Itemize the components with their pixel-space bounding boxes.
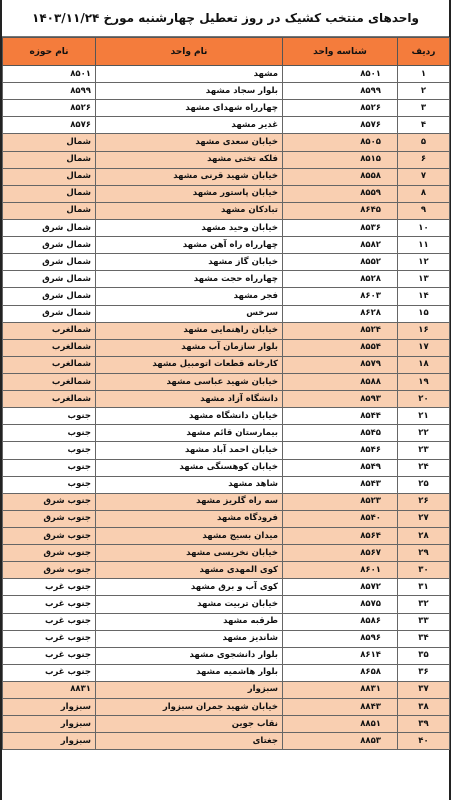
table-row — [3, 66, 450, 83]
row-index-cell: ۲۰ — [398, 391, 450, 408]
table-row — [3, 83, 450, 100]
unit-name-cell: خیابان سعدی مشهد — [96, 134, 283, 151]
zone-name-cell: شمال شرق — [3, 219, 96, 236]
unit-code-cell: ۸۵۲۴ — [283, 322, 398, 339]
table-row — [3, 391, 450, 408]
zone-name-cell: جنوب غرب — [3, 596, 96, 613]
zone-name-cell: ۸۵۷۶ — [3, 117, 96, 134]
unit-code-cell: ۸۶۵۸ — [283, 664, 398, 681]
row-index-cell: ۳۶ — [398, 664, 450, 681]
zone-name-cell: شمالغرب — [3, 391, 96, 408]
row-index-cell: ۲۵ — [398, 476, 450, 493]
row-index-cell: ۳۱ — [398, 579, 450, 596]
unit-name-cell: فرودگاه مشهد — [96, 510, 283, 527]
unit-name-cell: چهارراه حجت مشهد — [96, 271, 283, 288]
zone-name-cell: جنوب شرق — [3, 527, 96, 544]
unit-code-cell: ۸۵۸۸ — [283, 373, 398, 390]
zone-name-cell: شمال — [3, 202, 96, 219]
row-index-cell: ۱۹ — [398, 373, 450, 390]
row-index-cell: ۲۸ — [398, 527, 450, 544]
table-row — [3, 339, 450, 356]
row-index-cell: ۱۸ — [398, 356, 450, 373]
table-row — [3, 373, 450, 390]
unit-code-cell: ۸۵۲۳ — [283, 493, 398, 510]
row-index-cell: ۳۴ — [398, 630, 450, 647]
unit-name-cell: فجر مشهد — [96, 288, 283, 305]
row-index-cell: ۱۶ — [398, 322, 450, 339]
zone-name-cell: شمال — [3, 134, 96, 151]
unit-name-cell: خیابان پاستور مشهد — [96, 185, 283, 202]
unit-name-cell: جغتای — [96, 733, 283, 750]
table-row — [3, 613, 450, 630]
unit-name-cell: خیابان کوهسنگی مشهد — [96, 459, 283, 476]
unit-name-cell: میدان بسیج مشهد — [96, 527, 283, 544]
unit-name-cell: خیابان وحید مشهد — [96, 219, 283, 236]
table-row — [3, 185, 450, 202]
zone-name-cell: سبزوار — [3, 699, 96, 716]
unit-name-cell: تبادکان مشهد — [96, 202, 283, 219]
unit-name-cell: خیابان تربیت مشهد — [96, 596, 283, 613]
page-title: واحدهای منتخب کشیک در روز تعطیل چهارشنبه مورخ ۱۴۰۳/۱۱/۲۴ — [2, 0, 449, 37]
zone-name-cell: جنوب غرب — [3, 664, 96, 681]
table-row — [3, 134, 450, 151]
unit-name-cell: چهارراه شهدای مشهد — [96, 100, 283, 117]
zone-name-cell: شمال شرق — [3, 305, 96, 322]
unit-name-cell: بلوار سازمان آب مشهد — [96, 339, 283, 356]
column-header-index: ردیف — [398, 38, 450, 66]
zone-name-cell: شمال — [3, 185, 96, 202]
table-row — [3, 425, 450, 442]
table-row — [3, 681, 450, 698]
table-row — [3, 271, 450, 288]
table-body — [3, 66, 450, 750]
unit-code-cell: ۸۶۱۴ — [283, 647, 398, 664]
unit-name-cell: دانشگاه آزاد مشهد — [96, 391, 283, 408]
unit-code-cell: ۸۵۳۶ — [283, 219, 398, 236]
row-index-cell: ۳ — [398, 100, 450, 117]
header-row — [3, 38, 450, 66]
zone-name-cell: سبزوار — [3, 716, 96, 733]
row-index-cell: ۱ — [398, 66, 450, 83]
unit-code-cell: ۸۵۱۵ — [283, 151, 398, 168]
unit-name-cell: فلکه تختی مشهد — [96, 151, 283, 168]
zone-name-cell: جنوب — [3, 442, 96, 459]
table-row — [3, 408, 450, 425]
table-row — [3, 322, 450, 339]
unit-code-cell: ۸۵۷۹ — [283, 356, 398, 373]
row-index-cell: ۲۳ — [398, 442, 450, 459]
table-row — [3, 562, 450, 579]
table-row — [3, 305, 450, 322]
unit-code-cell: ۸۵۴۹ — [283, 459, 398, 476]
zone-name-cell: شمال شرق — [3, 237, 96, 254]
table-row — [3, 476, 450, 493]
table-row — [3, 699, 450, 716]
column-header-zone: نام حوزه — [3, 38, 96, 66]
table-row — [3, 733, 450, 750]
column-header-name: نام واحد — [96, 38, 283, 66]
row-index-cell: ۹ — [398, 202, 450, 219]
zone-name-cell: شمال شرق — [3, 254, 96, 271]
row-index-cell: ۳۰ — [398, 562, 450, 579]
row-index-cell: ۲۶ — [398, 493, 450, 510]
unit-name-cell: بلوار سجاد مشهد — [96, 83, 283, 100]
unit-code-cell: ۸۵۰۱ — [283, 66, 398, 83]
unit-code-cell: ۸۵۰۵ — [283, 134, 398, 151]
table-row — [3, 100, 450, 117]
unit-code-cell: ۸۶۲۸ — [283, 305, 398, 322]
unit-name-cell: مشهد — [96, 66, 283, 83]
row-index-cell: ۱۰ — [398, 219, 450, 236]
unit-code-cell: ۸۵۸۲ — [283, 237, 398, 254]
zone-name-cell: ۸۵۰۱ — [3, 66, 96, 83]
table-row — [3, 202, 450, 219]
table-row — [3, 493, 450, 510]
table-row — [3, 151, 450, 168]
zone-name-cell: جنوب شرق — [3, 510, 96, 527]
unit-code-cell: ۸۵۹۳ — [283, 391, 398, 408]
row-index-cell: ۴ — [398, 117, 450, 134]
unit-name-cell: خیابان گاز مشهد — [96, 254, 283, 271]
unit-name-cell: شاهد مشهد — [96, 476, 283, 493]
unit-code-cell: ۸۵۵۹ — [283, 185, 398, 202]
unit-name-cell: طرقبه مشهد — [96, 613, 283, 630]
zone-name-cell: شمال شرق — [3, 271, 96, 288]
table-row — [3, 288, 450, 305]
row-index-cell: ۲۹ — [398, 545, 450, 562]
unit-code-cell: ۸۸۳۱ — [283, 681, 398, 698]
unit-code-cell: ۸۵۴۶ — [283, 442, 398, 459]
table-row — [3, 527, 450, 544]
row-index-cell: ۱۱ — [398, 237, 450, 254]
unit-code-cell: ۸۵۵۴ — [283, 339, 398, 356]
unit-code-cell: ۸۵۹۶ — [283, 630, 398, 647]
unit-name-cell: بلوار هاشمیه مشهد — [96, 664, 283, 681]
unit-code-cell: ۸۸۴۳ — [283, 699, 398, 716]
zone-name-cell: جنوب — [3, 408, 96, 425]
unit-code-cell: ۸۵۵۲ — [283, 254, 398, 271]
row-index-cell: ۱۴ — [398, 288, 450, 305]
table-row — [3, 579, 450, 596]
zone-name-cell: شمالغرب — [3, 322, 96, 339]
zone-name-cell: شمال — [3, 151, 96, 168]
row-index-cell: ۵ — [398, 134, 450, 151]
table-header — [3, 38, 450, 66]
unit-code-cell: ۸۶۰۱ — [283, 562, 398, 579]
unit-code-cell: ۸۶۴۵ — [283, 202, 398, 219]
unit-code-cell: ۸۵۷۵ — [283, 596, 398, 613]
row-index-cell: ۳۳ — [398, 613, 450, 630]
row-index-cell: ۳۷ — [398, 681, 450, 698]
unit-name-cell: کوی آب و برق مشهد — [96, 579, 283, 596]
zone-name-cell: ۸۵۹۹ — [3, 83, 96, 100]
table-row — [3, 664, 450, 681]
unit-name-cell: سبزوار — [96, 681, 283, 698]
zone-name-cell: شمال — [3, 168, 96, 185]
table-row — [3, 237, 450, 254]
units-table — [2, 37, 450, 750]
unit-code-cell: ۸۵۵۸ — [283, 168, 398, 185]
unit-name-cell: خیابان شهید جمران سبزوار — [96, 699, 283, 716]
table-row — [3, 510, 450, 527]
row-index-cell: ۶ — [398, 151, 450, 168]
zone-name-cell: جنوب غرب — [3, 613, 96, 630]
table-row — [3, 630, 450, 647]
row-index-cell: ۲۷ — [398, 510, 450, 527]
row-index-cell: ۲۴ — [398, 459, 450, 476]
table-row — [3, 254, 450, 271]
row-index-cell: ۱۵ — [398, 305, 450, 322]
unit-name-cell: خیابان شهید عباسی مشهد — [96, 373, 283, 390]
unit-code-cell: ۸۵۹۹ — [283, 83, 398, 100]
unit-code-cell: ۸۵۴۴ — [283, 408, 398, 425]
zone-name-cell: سبزوار — [3, 733, 96, 750]
table-row — [3, 545, 450, 562]
unit-code-cell: ۸۵۷۲ — [283, 579, 398, 596]
table-row — [3, 356, 450, 373]
unit-name-cell: خیابان راهنمایی مشهد — [96, 322, 283, 339]
zone-name-cell: شمال شرق — [3, 288, 96, 305]
row-index-cell: ۳۲ — [398, 596, 450, 613]
unit-name-cell: خیابان نخریسی مشهد — [96, 545, 283, 562]
zone-name-cell: جنوب غرب — [3, 630, 96, 647]
zone-name-cell: جنوب — [3, 459, 96, 476]
unit-code-cell: ۸۵۴۵ — [283, 425, 398, 442]
zone-name-cell: جنوب غرب — [3, 647, 96, 664]
row-index-cell: ۲۲ — [398, 425, 450, 442]
row-index-cell: ۲ — [398, 83, 450, 100]
unit-name-cell: سرخس — [96, 305, 283, 322]
unit-name-cell: شاندیز مشهد — [96, 630, 283, 647]
row-index-cell: ۳۵ — [398, 647, 450, 664]
row-index-cell: ۱۷ — [398, 339, 450, 356]
zone-name-cell: شمالغرب — [3, 373, 96, 390]
unit-code-cell: ۸۵۸۶ — [283, 613, 398, 630]
unit-name-cell: کوی المهدی مشهد — [96, 562, 283, 579]
zone-name-cell: جنوب شرق — [3, 545, 96, 562]
unit-name-cell: کارخانه قطعات اتومبیل مشهد — [96, 356, 283, 373]
unit-code-cell: ۸۸۵۱ — [283, 716, 398, 733]
unit-name-cell: چهارراه راه آهن مشهد — [96, 237, 283, 254]
unit-name-cell: خیابان شهید قرنی مشهد — [96, 168, 283, 185]
zone-name-cell: جنوب — [3, 425, 96, 442]
table-row — [3, 459, 450, 476]
row-index-cell: ۱۳ — [398, 271, 450, 288]
column-header-code: شناسه واحد — [283, 38, 398, 66]
row-index-cell: ۳۸ — [398, 699, 450, 716]
table-row — [3, 219, 450, 236]
zone-name-cell: شمالغرب — [3, 356, 96, 373]
table-row — [3, 647, 450, 664]
zone-name-cell: جنوب غرب — [3, 579, 96, 596]
unit-code-cell: ۸۵۷۶ — [283, 117, 398, 134]
unit-code-cell: ۸۵۶۴ — [283, 527, 398, 544]
unit-name-cell: غدیر مشهد — [96, 117, 283, 134]
unit-name-cell: خیابان دانشگاه مشهد — [96, 408, 283, 425]
zone-name-cell: ۸۵۲۶ — [3, 100, 96, 117]
row-index-cell: ۸ — [398, 185, 450, 202]
unit-code-cell: ۸۸۵۳ — [283, 733, 398, 750]
row-index-cell: ۷ — [398, 168, 450, 185]
table-row — [3, 716, 450, 733]
table-row — [3, 442, 450, 459]
unit-code-cell: ۸۶۰۳ — [283, 288, 398, 305]
unit-code-cell: ۸۵۴۳ — [283, 476, 398, 493]
row-index-cell: ۴۰ — [398, 733, 450, 750]
unit-code-cell: ۸۵۲۶ — [283, 100, 398, 117]
zone-name-cell: شمالغرب — [3, 339, 96, 356]
unit-name-cell: بیمارستان قائم مشهد — [96, 425, 283, 442]
row-index-cell: ۲۱ — [398, 408, 450, 425]
zone-name-cell: جنوب — [3, 476, 96, 493]
row-index-cell: ۱۲ — [398, 254, 450, 271]
table-row — [3, 168, 450, 185]
table-row — [3, 596, 450, 613]
zone-name-cell: ۸۸۳۱ — [3, 681, 96, 698]
unit-name-cell: خیابان احمد آباد مشهد — [96, 442, 283, 459]
unit-code-cell: ۸۵۶۷ — [283, 545, 398, 562]
unit-name-cell: نقاب جوین — [96, 716, 283, 733]
unit-code-cell: ۸۵۴۰ — [283, 510, 398, 527]
unit-code-cell: ۸۵۲۸ — [283, 271, 398, 288]
row-index-cell: ۳۹ — [398, 716, 450, 733]
zone-name-cell: جنوب شرق — [3, 562, 96, 579]
unit-name-cell: سه راه گلریز مشهد — [96, 493, 283, 510]
unit-name-cell: بلوار دانشجوی مشهد — [96, 647, 283, 664]
zone-name-cell: جنوب شرق — [3, 493, 96, 510]
table-row — [3, 117, 450, 134]
